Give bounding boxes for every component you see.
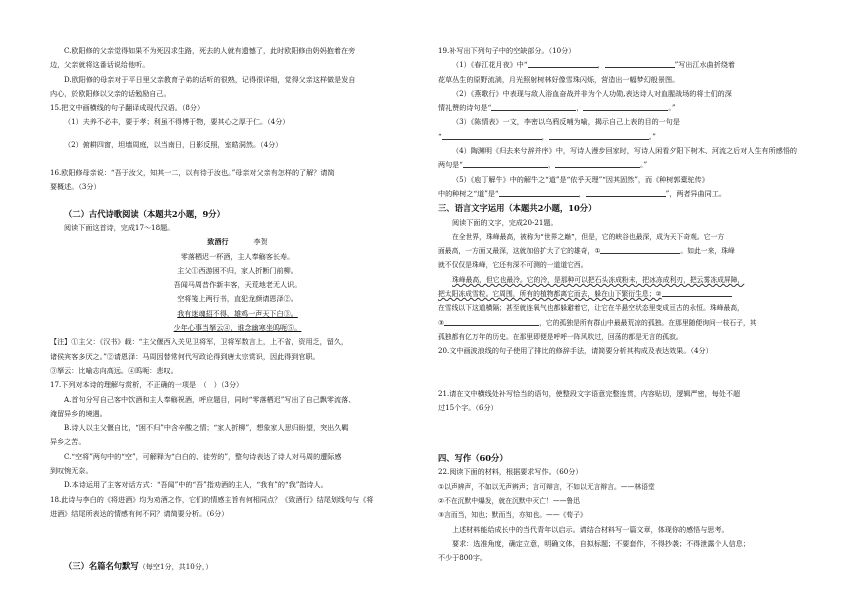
q14-option-c-cont: 边，父亲就将这番话说给他听。 (50, 60, 150, 70)
passage-line-8: 孤独都有亿万年的历史。在那里即便是呼呼一阵风吹过，回荡的都是无言的孤寂。 (438, 332, 683, 341)
poem-line-5-text: 我有迷魂招不得，雄鸡一声天下白③。 (177, 308, 298, 318)
passage-line-7-marker: ③ (438, 318, 445, 327)
q19-5-suffix: ”，两者异曲同工。 (665, 188, 727, 198)
requirement-line-3: 不少于800字。 (438, 553, 488, 563)
q17-option-c-cont: 到叹惋无奈。 (50, 466, 93, 476)
q17-option-b-cont: 异乡之苦。 (50, 437, 86, 447)
poem-line-3: 吾闻马周昔作新丰客，天荒地老无人识。 (173, 280, 302, 290)
right-column (438, 0, 823, 566)
q18-stem: 18.此诗与李白的《将进酒》均为劝酒之作，它们的情感主旨有何相同点？《致酒行》结尾划线句与《将 (50, 494, 374, 504)
q19-item-3-cont: “ ， 。” (438, 131, 656, 141)
q17-stem: 17.下列对本诗的理解与赏析，不正确的一项是 （ ）（3分） (50, 380, 244, 390)
requirement-line-2: 要求：选准角度，确定立意，明确文体，自拟标题；不要套作，不得抄袭；不得泄露个人信息； (452, 538, 750, 548)
passage-line-7 (438, 316, 823, 330)
q21-stem-cont: 过15个字。（6分） (438, 402, 498, 412)
q20: 20.文中画波浪线的句子使用了排比的修辞手法，请简要分析其构成及表达效果。（4分） (438, 346, 713, 356)
q19-1-cont: 花草丛生的原野流淌，月光照射树林好像雪珠闪烁，营造出一幅梦幻般景图。 (438, 74, 680, 84)
q16-stem: 16.欧阳修母亲说：“吾于汝父，知其一二，以有待于汝也。”母亲对父亲有怎样的了解？请简 (50, 168, 335, 178)
passage-line-7-text: ，它的孤独是所有群山中最最荒凉的孤独。在那里随便询问一枝石子，其 (539, 318, 757, 327)
section-2-intro: 阅读下面这首诗，完成17～18题。 (64, 222, 175, 232)
poem-line-1: 零落栖迟一杯酒，主人奉觞客长寿。 (180, 251, 295, 261)
poem-line-4: 空将笺上两行书，直犯龙颜请恩泽②。 (177, 294, 298, 304)
section-3-heading (50, 559, 425, 574)
answer-blank[interactable] (528, 58, 598, 68)
poem-line-6 (50, 321, 425, 335)
section-2-title: （二）古代诗歌阅读（本题共2小题，9分） (64, 208, 225, 219)
q14-option-c: C.欧阳修的父亲觉得如果不为死囚求生路，死去的人就有遗憾了，此时欧阳修由奶妈抱着在旁 (64, 46, 356, 55)
answer-blank[interactable] (555, 158, 640, 168)
answer-blank[interactable] (549, 130, 649, 140)
q19-item-5-cont: 中的种树之“道”是“ ， ”，两者异曲同工。 (438, 188, 727, 198)
passage-line-6: 在雪线以下这道横隔；甚至就连氧气也都躲避着它，让它在半悬空状态里变成亘古的永恒。珠峰最高， (438, 304, 744, 313)
passage-line-2-text: 面最高，一方面又最深，这就加倍扩大了它的雄奇，① (438, 247, 601, 256)
answer-blank[interactable] (491, 101, 576, 111)
q19-1-suffix: ”写出江水曲折绕着 (674, 60, 736, 70)
q16-stem-cont: 要概述。（3分） (50, 182, 101, 192)
passage (438, 230, 823, 344)
q17-option-b: B.诗人以主父偃自比，“困不归”中含辛酸之情；“家人折柳”，想象家人思归盼望，突出久羁 (64, 423, 349, 433)
q19-item-3: （3）《陈情表》一文，李密以乌鸦反哺为喻，揭示自己上表的目的一句是 (452, 117, 680, 127)
answer-blank[interactable] (600, 244, 680, 254)
q19-item-1: （1）《春江花月夜》中“ ， ”写出江水曲折绕着 (452, 60, 736, 70)
section-language-intro: 阅读下面的文字，完成20-21题。 (452, 217, 558, 227)
quote-3: ③言而当，知也；默而当，亦知也。——《荀子》 (438, 511, 587, 520)
answer-blank[interactable] (583, 101, 668, 111)
passage-line-1: 在全世界，珠峰最高，被称为“世界之巅”，但是，它的峡谷也最深，成为天下奇观。它一方 (452, 232, 725, 241)
passage-line-2-end: 。如此一来，珠峰 (680, 247, 735, 256)
poem-heading (50, 235, 425, 249)
q14-option-d: D.欧阳修的母亲对于平日里父亲教育子弟的话听的很熟，记得很详细，觉得父亲这样做是发自 (64, 74, 356, 84)
q22-stem: 22.阅读下面的材料，根据要求写作。（60分） (438, 467, 583, 477)
left-column (50, 0, 425, 575)
q19-1-prefix: （1）《春江花月夜》中“ (452, 60, 528, 70)
q14-option-d-cont: 内心，於欧阳修以父亲的话勉励自己。 (50, 88, 171, 98)
note-line-1: 【注】①主父：《汉书》载：“主父偃西入关见卫将军，卫将军数言上，上不省，资用乏，留久， (50, 337, 349, 347)
answer-blank[interactable] (662, 287, 732, 297)
poem-line-2: 主父①西游困不归，家人折断门前柳。 (177, 265, 298, 275)
q19-item-2: （2）《燕歌行》中表现与敌人浴血奋战并非为个人功勋,表达诗人对血腥战场的将士们的深 (452, 88, 732, 98)
answer-blank[interactable] (463, 158, 548, 168)
q19-2-prefix: 情礼赞的诗句是“ (438, 103, 492, 113)
q17-option-a: A.首句分写自己客中饮酒和主人奉觞祝酒，呼应题目，同时“零落栖迟”写出了自己飘零流落、 (64, 394, 356, 404)
q19-stem: 19.补写出下列句子中的空缺部分。（10分） (438, 46, 576, 55)
passage-line-5-text: 把太阳冻成雪粒。它周围，所有的植物都离它而去，躲在山下繁衍生息；② (438, 290, 662, 299)
q17-option-c: C.“空将”两句中的“空”，可解释为“白白的、徒劳的”，整句诗表达了诗人对马周的遭际感 (64, 451, 342, 461)
answer-blank[interactable] (605, 58, 675, 68)
q19-item-5: （5）《庖丁解牛》中的解牛之“道”是“依乎天理”“因其固然”，而《种树郭橐驼传》 (452, 174, 709, 184)
q19-4-prefix: 两句是“ (438, 160, 463, 170)
quote-1: ①以声辨声，不如以无声辨声；言可辩言，不如以无言辩言。——林语堂 (438, 482, 655, 491)
quote-2: ②不在沉默中爆发，就在沉默中灭亡！——鲁迅 (438, 497, 581, 506)
poem-line-6-text: 少年心事当拏云④，谁念幽寒坐呜呃⑤。 (173, 323, 302, 333)
passage-line-2 (438, 244, 823, 258)
section-3-title: （三）名篇名句默写 (64, 561, 139, 572)
passage-line-4: 珠峰最高，但它也最冷。它的冷，是那种可以把石头冻成粉末，把冰冻成利刃，把云雾冻成屏障， (452, 275, 745, 284)
q19-item-4: （4）陶渊明《归去来兮辞并序》中，写诗人漫步回家时，写诗人闲看夕阳下树木、河流之后对人生有所感悟的 (452, 146, 798, 156)
answer-blank[interactable] (444, 316, 539, 326)
note-line-3: ③拏云：比喻志向高远。④呜呃：悲叹。 (50, 365, 178, 375)
passage-line-5 (438, 287, 823, 301)
section-4-title: 四、写作（60分） (438, 453, 508, 464)
poem-author: 李贺 (253, 237, 268, 247)
poem-line-5 (50, 307, 425, 321)
requirement-line-1: 上述材料能给成长中的当代青年以启示。请结合材料写一篇文章，体现你的感悟与思考。 (452, 524, 729, 534)
answer-blank[interactable] (442, 130, 542, 140)
q15-stem: 15.把文中画横线的句子翻译成现代汉语。（8分） (50, 103, 205, 113)
q19-5-prefix: 中的种树之“道”是“ (438, 188, 499, 198)
q18-stem-cont: 进酒》结尾所表达的情感有何不同？请简要分析。（6分） (50, 508, 229, 518)
q17-option-a-cont: 淹留异乡的境遇。 (50, 408, 107, 418)
q15-item-2: （2）俯耕四窗，坦墙周庭，以当南日，日影反照，室皓洞然。（4分） (64, 139, 283, 149)
note-line-2: 诸侯宾客多厌之。”②请恩泽：马周因替常何代写政论得到唐太宗赏识，因此得到官职。 (50, 351, 320, 361)
q19-item-2-cont: 情礼赞的诗句是“ ， 。” (438, 103, 676, 113)
answer-blank[interactable] (499, 187, 579, 197)
section-3-note: （每空1分，共10分，） (138, 562, 213, 572)
answer-blank[interactable] (586, 187, 666, 197)
q19-item-4-cont: 两句是“ ， 。” (438, 160, 648, 170)
q21-stem: 21.请在文中横线处补写恰当的语句，使整段文字语意完整连贯，内容贴切，逻辑严密，每处不超 (438, 388, 741, 398)
passage-line-3: 就不仅仅是珠峰，它还有深不可测的一道道它西。 (438, 261, 588, 270)
q15-item-1: （1）夫养不必丰，要于孝；利虽不得博于物，要其心之厚于仁。（4分） (64, 117, 290, 127)
q17-option-d: D.本诗运用了主客对话方式：“吾闻”中的“吾”指劝酒的主人，“我有”的“我”指诗人。 (64, 480, 328, 490)
section-language-title: 三、语言文字运用（本题共2小题，10分） (438, 203, 597, 214)
poem-title: 致酒行 (207, 237, 229, 247)
